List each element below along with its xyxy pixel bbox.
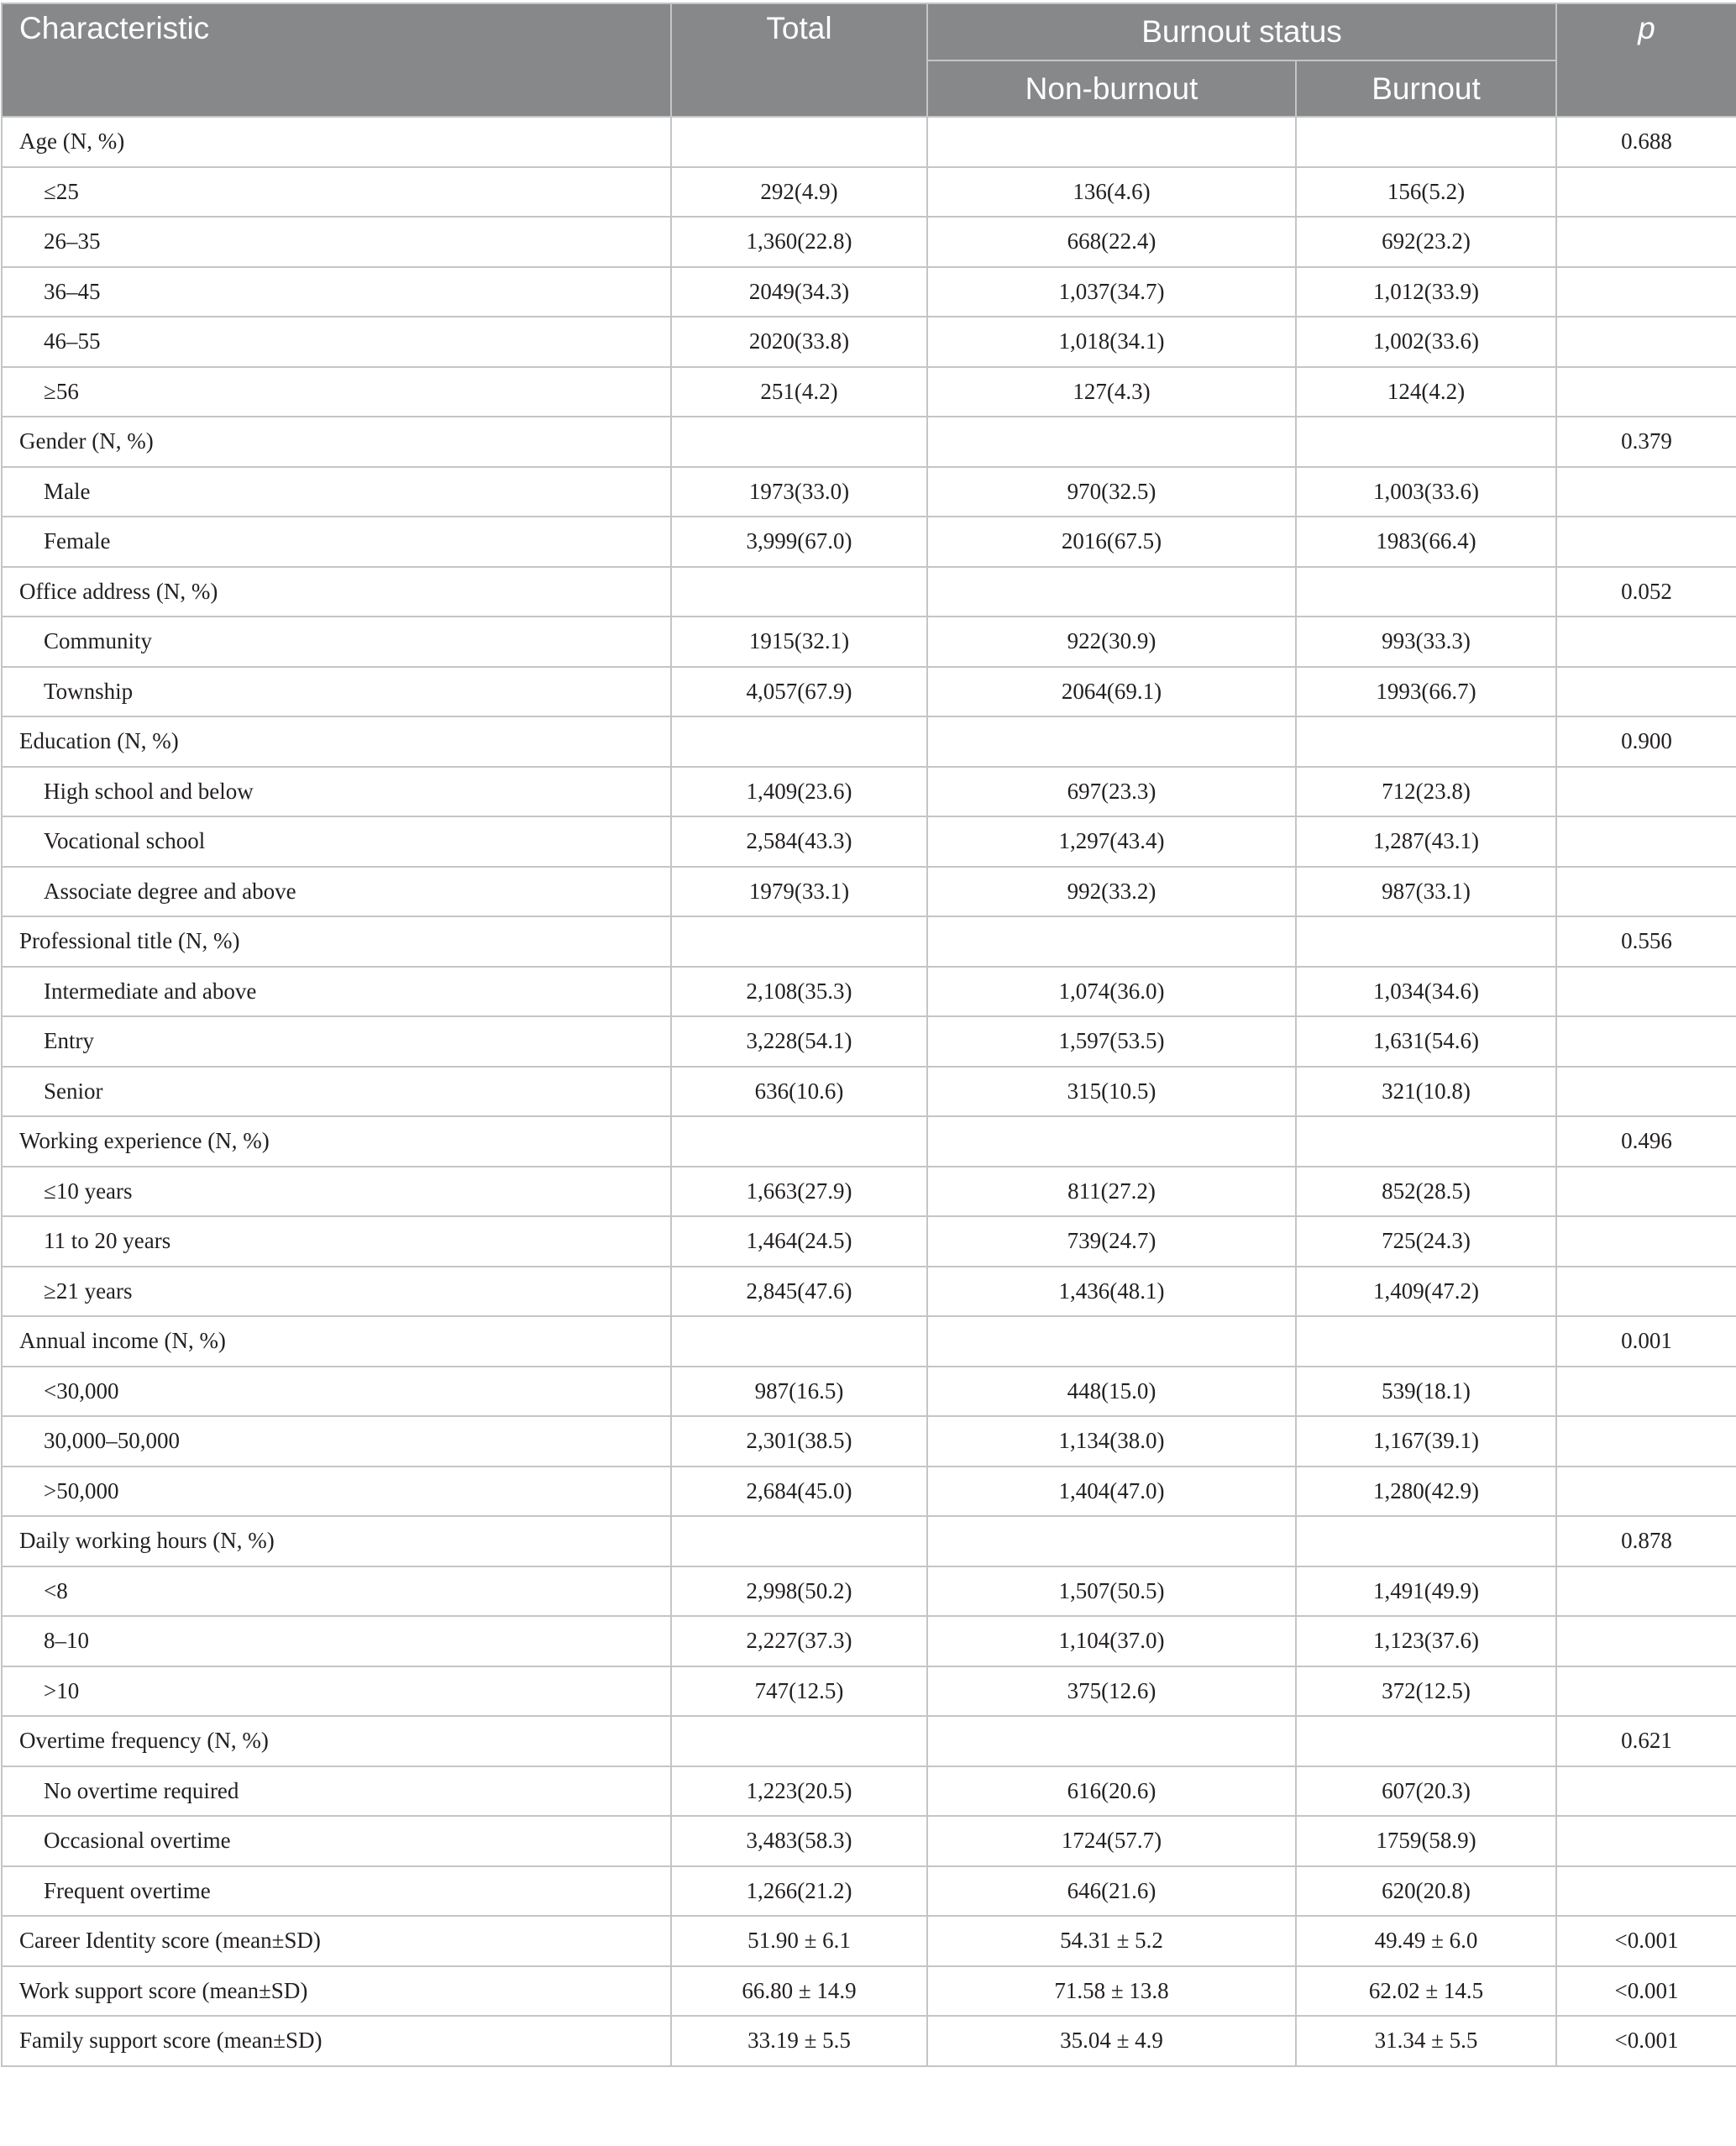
row-label: Senior: [2, 1067, 671, 1117]
cell-non-burnout: [927, 1716, 1296, 1766]
row-label: Office address (N, %): [2, 567, 671, 617]
header-row-top: [2, 3, 1736, 60]
cell-total: 2,684(45.0): [671, 1467, 927, 1517]
cell-total: [671, 117, 927, 167]
table-row: [2, 1116, 1736, 1167]
cell-p-value: <0.001: [1556, 1966, 1736, 2017]
row-label: Age (N, %): [2, 117, 671, 167]
cell-burnout: 1,123(37.6): [1296, 1616, 1556, 1666]
table-row: [2, 1866, 1736, 1917]
table-row: [2, 1216, 1736, 1267]
table-body: [2, 117, 1736, 2066]
cell-burnout: 1,002(33.6): [1296, 317, 1556, 367]
cell-total: 2,845(47.6): [671, 1267, 927, 1317]
cell-non-burnout: 992(33.2): [927, 867, 1296, 917]
cell-total: 2,108(35.3): [671, 967, 927, 1017]
row-label: 46–55: [2, 317, 671, 367]
row-label: Professional title (N, %): [2, 916, 671, 967]
cell-p-value: [1556, 1367, 1736, 1417]
cell-burnout: [1296, 1516, 1556, 1566]
table-row: [2, 716, 1736, 767]
cell-burnout: 156(5.2): [1296, 167, 1556, 218]
cell-burnout: 539(18.1): [1296, 1367, 1556, 1417]
row-label: Female: [2, 517, 671, 567]
cell-burnout: 692(23.2): [1296, 217, 1556, 267]
table-row: [2, 1666, 1736, 1717]
cell-total: 1,266(21.2): [671, 1866, 927, 1917]
cell-p-value: [1556, 1416, 1736, 1467]
cell-burnout: 62.02 ± 14.5: [1296, 1966, 1556, 2017]
cell-p-value: 0.001: [1556, 1316, 1736, 1367]
row-label: Overtime frequency (N, %): [2, 1716, 671, 1766]
table-row: [2, 517, 1736, 567]
cell-total: 987(16.5): [671, 1367, 927, 1417]
cell-total: [671, 567, 927, 617]
header-total: Total: [671, 3, 927, 117]
row-label: Male: [2, 467, 671, 517]
cell-non-burnout: [927, 1116, 1296, 1167]
cell-non-burnout: [927, 1316, 1296, 1367]
cell-non-burnout: [927, 417, 1296, 467]
cell-burnout: [1296, 916, 1556, 967]
table-row: [2, 867, 1736, 917]
cell-non-burnout: 616(20.6): [927, 1766, 1296, 1817]
cell-total: 1,663(27.9): [671, 1167, 927, 1217]
table-row: [2, 467, 1736, 517]
cell-non-burnout: [927, 716, 1296, 767]
cell-p-value: [1556, 767, 1736, 817]
cell-non-burnout: 970(32.5): [927, 467, 1296, 517]
table-row: [2, 317, 1736, 367]
cell-burnout: 1759(58.9): [1296, 1816, 1556, 1866]
cell-p-value: [1556, 867, 1736, 917]
cell-p-value: 0.621: [1556, 1716, 1736, 1766]
cell-p-value: [1556, 467, 1736, 517]
table-row: [2, 167, 1736, 218]
cell-p-value: 0.052: [1556, 567, 1736, 617]
cell-total: [671, 417, 927, 467]
cell-burnout: [1296, 567, 1556, 617]
cell-burnout: 321(10.8): [1296, 1067, 1556, 1117]
row-label: Working experience (N, %): [2, 1116, 671, 1167]
cell-non-burnout: 448(15.0): [927, 1367, 1296, 1417]
cell-p-value: 0.379: [1556, 417, 1736, 467]
cell-non-burnout: 1,074(36.0): [927, 967, 1296, 1017]
cell-p-value: 0.878: [1556, 1516, 1736, 1566]
cell-total: 4,057(67.9): [671, 667, 927, 717]
table-row: [2, 1566, 1736, 1617]
cell-total: 1,360(22.8): [671, 217, 927, 267]
cell-non-burnout: 136(4.6): [927, 167, 1296, 218]
cell-burnout: 1,631(54.6): [1296, 1016, 1556, 1067]
cell-non-burnout: 127(4.3): [927, 367, 1296, 417]
cell-non-burnout: 1,436(48.1): [927, 1267, 1296, 1317]
row-label: 26–35: [2, 217, 671, 267]
cell-p-value: 0.556: [1556, 916, 1736, 967]
row-label: 8–10: [2, 1616, 671, 1666]
cell-non-burnout: 1,104(37.0): [927, 1616, 1296, 1666]
cell-non-burnout: 35.04 ± 4.9: [927, 2016, 1296, 2066]
cell-total: [671, 1516, 927, 1566]
cell-total: 1979(33.1): [671, 867, 927, 917]
cell-p-value: [1556, 267, 1736, 317]
cell-burnout: [1296, 716, 1556, 767]
cell-non-burnout: 697(23.3): [927, 767, 1296, 817]
row-label: ≥21 years: [2, 1267, 671, 1317]
header-characteristic: Characteristic: [2, 3, 671, 117]
table-row: [2, 367, 1736, 417]
table-header: [2, 3, 1736, 117]
cell-burnout: 1,034(34.6): [1296, 967, 1556, 1017]
cell-burnout: [1296, 1316, 1556, 1367]
cell-p-value: [1556, 1666, 1736, 1717]
cell-p-value: [1556, 317, 1736, 367]
cell-burnout: 1,012(33.9): [1296, 267, 1556, 317]
cell-total: [671, 916, 927, 967]
cell-non-burnout: 1,037(34.7): [927, 267, 1296, 317]
row-label: <8: [2, 1566, 671, 1617]
table-row: [2, 1067, 1736, 1117]
cell-non-burnout: 811(27.2): [927, 1167, 1296, 1217]
cell-p-value: [1556, 217, 1736, 267]
cell-non-burnout: [927, 1516, 1296, 1566]
cell-p-value: [1556, 167, 1736, 218]
cell-burnout: 1,280(42.9): [1296, 1467, 1556, 1517]
row-label: >50,000: [2, 1467, 671, 1517]
characteristics-table: [1, 3, 1736, 2067]
row-label: Career Identity score (mean±SD): [2, 1916, 671, 1966]
table-row: [2, 1816, 1736, 1866]
table-row: [2, 916, 1736, 967]
cell-p-value: [1556, 517, 1736, 567]
table-row: [2, 816, 1736, 867]
cell-p-value: [1556, 617, 1736, 667]
cell-non-burnout: [927, 117, 1296, 167]
cell-total: 2049(34.3): [671, 267, 927, 317]
table-row: [2, 1267, 1736, 1317]
table-row: [2, 1716, 1736, 1766]
cell-non-burnout: 922(30.9): [927, 617, 1296, 667]
table-row: [2, 217, 1736, 267]
row-label: Education (N, %): [2, 716, 671, 767]
cell-p-value: [1556, 1167, 1736, 1217]
cell-non-burnout: 315(10.5): [927, 1067, 1296, 1117]
cell-burnout: [1296, 117, 1556, 167]
cell-burnout: 1,491(49.9): [1296, 1566, 1556, 1617]
row-label: ≥56: [2, 367, 671, 417]
cell-burnout: 852(28.5): [1296, 1167, 1556, 1217]
row-label: 30,000–50,000: [2, 1416, 671, 1467]
cell-burnout: 1993(66.7): [1296, 667, 1556, 717]
cell-burnout: 1,409(47.2): [1296, 1267, 1556, 1317]
row-label: Daily working hours (N, %): [2, 1516, 671, 1566]
cell-non-burnout: 2064(69.1): [927, 667, 1296, 717]
table-row: [2, 1167, 1736, 1217]
cell-p-value: [1556, 1616, 1736, 1666]
cell-p-value: [1556, 1067, 1736, 1117]
cell-burnout: 1983(66.4): [1296, 517, 1556, 567]
cell-burnout: 607(20.3): [1296, 1766, 1556, 1817]
row-label: Township: [2, 667, 671, 717]
row-label: ≤25: [2, 167, 671, 218]
row-label: High school and below: [2, 767, 671, 817]
cell-p-value: [1556, 1267, 1736, 1317]
cell-total: 292(4.9): [671, 167, 927, 218]
cell-total: [671, 1716, 927, 1766]
cell-burnout: 31.34 ± 5.5: [1296, 2016, 1556, 2066]
table-row: [2, 1467, 1736, 1517]
row-label: >10: [2, 1666, 671, 1717]
row-label: 36–45: [2, 267, 671, 317]
row-label: No overtime required: [2, 1766, 671, 1817]
cell-p-value: 0.900: [1556, 716, 1736, 767]
cell-total: 2,998(50.2): [671, 1566, 927, 1617]
cell-burnout: [1296, 1716, 1556, 1766]
cell-p-value: [1556, 1467, 1736, 1517]
table-row: [2, 1966, 1736, 2017]
cell-p-value: [1556, 367, 1736, 417]
cell-total: 636(10.6): [671, 1067, 927, 1117]
cell-burnout: 620(20.8): [1296, 1866, 1556, 1917]
table-row: [2, 1616, 1736, 1666]
cell-total: 2,301(38.5): [671, 1416, 927, 1467]
cell-total: 2,227(37.3): [671, 1616, 927, 1666]
row-label: Gender (N, %): [2, 417, 671, 467]
table-row: [2, 267, 1736, 317]
row-label: Associate degree and above: [2, 867, 671, 917]
table-row: [2, 967, 1736, 1017]
cell-p-value: 0.496: [1556, 1116, 1736, 1167]
row-label: Annual income (N, %): [2, 1316, 671, 1367]
header-non-burnout: Non-burnout: [927, 60, 1296, 117]
cell-non-burnout: 739(24.7): [927, 1216, 1296, 1267]
cell-total: 66.80 ± 14.9: [671, 1966, 927, 2017]
cell-total: 3,228(54.1): [671, 1016, 927, 1067]
row-label: Occasional overtime: [2, 1816, 671, 1866]
table-row: [2, 417, 1736, 467]
cell-p-value: [1556, 667, 1736, 717]
row-label: Family support score (mean±SD): [2, 2016, 671, 2066]
cell-p-value: <0.001: [1556, 1916, 1736, 1966]
header-burnout-status: Burnout status: [927, 3, 1556, 60]
cell-p-value: [1556, 1216, 1736, 1267]
cell-non-burnout: [927, 916, 1296, 967]
header-p-value: p: [1556, 3, 1736, 117]
cell-total: 1915(32.1): [671, 617, 927, 667]
cell-total: 51.90 ± 6.1: [671, 1916, 927, 1966]
table-row: [2, 1367, 1736, 1417]
cell-total: 1,464(24.5): [671, 1216, 927, 1267]
row-label: Vocational school: [2, 816, 671, 867]
table-row: [2, 667, 1736, 717]
cell-non-burnout: 646(21.6): [927, 1866, 1296, 1917]
row-label: Community: [2, 617, 671, 667]
cell-p-value: [1556, 1816, 1736, 1866]
cell-burnout: [1296, 1116, 1556, 1167]
cell-p-value: [1556, 1566, 1736, 1617]
table-row: [2, 617, 1736, 667]
row-label: 11 to 20 years: [2, 1216, 671, 1267]
cell-total: 1,409(23.6): [671, 767, 927, 817]
cell-non-burnout: 1,404(47.0): [927, 1467, 1296, 1517]
table-row: [2, 1516, 1736, 1566]
header-burnout: Burnout: [1296, 60, 1556, 117]
cell-total: 251(4.2): [671, 367, 927, 417]
table-row: [2, 767, 1736, 817]
cell-burnout: 124(4.2): [1296, 367, 1556, 417]
cell-p-value: [1556, 1866, 1736, 1917]
table-row: [2, 567, 1736, 617]
cell-p-value: [1556, 967, 1736, 1017]
cell-burnout: 712(23.8): [1296, 767, 1556, 817]
row-label: <30,000: [2, 1367, 671, 1417]
cell-burnout: 1,167(39.1): [1296, 1416, 1556, 1467]
cell-non-burnout: 1,597(53.5): [927, 1016, 1296, 1067]
cell-non-burnout: 2016(67.5): [927, 517, 1296, 567]
cell-non-burnout: 1,018(34.1): [927, 317, 1296, 367]
cell-non-burnout: 1,507(50.5): [927, 1566, 1296, 1617]
table-row: [2, 1016, 1736, 1067]
cell-total: 3,483(58.3): [671, 1816, 927, 1866]
cell-non-burnout: 668(22.4): [927, 217, 1296, 267]
cell-burnout: 725(24.3): [1296, 1216, 1556, 1267]
cell-p-value: 0.688: [1556, 117, 1736, 167]
cell-p-value: <0.001: [1556, 2016, 1736, 2066]
cell-burnout: 49.49 ± 6.0: [1296, 1916, 1556, 1966]
row-label: Intermediate and above: [2, 967, 671, 1017]
cell-burnout: [1296, 417, 1556, 467]
cell-total: 2,584(43.3): [671, 816, 927, 867]
cell-total: 747(12.5): [671, 1666, 927, 1717]
cell-burnout: 1,003(33.6): [1296, 467, 1556, 517]
table-row: [2, 117, 1736, 167]
table-row: [2, 1416, 1736, 1467]
cell-non-burnout: [927, 567, 1296, 617]
cell-non-burnout: 54.31 ± 5.2: [927, 1916, 1296, 1966]
cell-total: [671, 1116, 927, 1167]
row-label: Work support score (mean±SD): [2, 1966, 671, 2017]
row-label: Entry: [2, 1016, 671, 1067]
row-label: ≤10 years: [2, 1167, 671, 1217]
cell-burnout: 1,287(43.1): [1296, 816, 1556, 867]
row-label: Frequent overtime: [2, 1866, 671, 1917]
table-row: [2, 1916, 1736, 1966]
cell-total: 3,999(67.0): [671, 517, 927, 567]
cell-total: 2020(33.8): [671, 317, 927, 367]
cell-p-value: [1556, 816, 1736, 867]
cell-non-burnout: 1724(57.7): [927, 1816, 1296, 1866]
cell-non-burnout: 1,134(38.0): [927, 1416, 1296, 1467]
cell-total: 1973(33.0): [671, 467, 927, 517]
cell-non-burnout: 1,297(43.4): [927, 816, 1296, 867]
cell-total: 33.19 ± 5.5: [671, 2016, 927, 2066]
cell-non-burnout: 71.58 ± 13.8: [927, 1966, 1296, 2017]
cell-total: 1,223(20.5): [671, 1766, 927, 1817]
table-row: [2, 1316, 1736, 1367]
table-row: [2, 1766, 1736, 1817]
cell-p-value: [1556, 1766, 1736, 1817]
cell-total: [671, 1316, 927, 1367]
cell-burnout: 987(33.1): [1296, 867, 1556, 917]
table-row: [2, 2016, 1736, 2066]
cell-p-value: [1556, 1016, 1736, 1067]
cell-non-burnout: 375(12.6): [927, 1666, 1296, 1717]
cell-burnout: 372(12.5): [1296, 1666, 1556, 1717]
cell-burnout: 993(33.3): [1296, 617, 1556, 667]
cell-total: [671, 716, 927, 767]
